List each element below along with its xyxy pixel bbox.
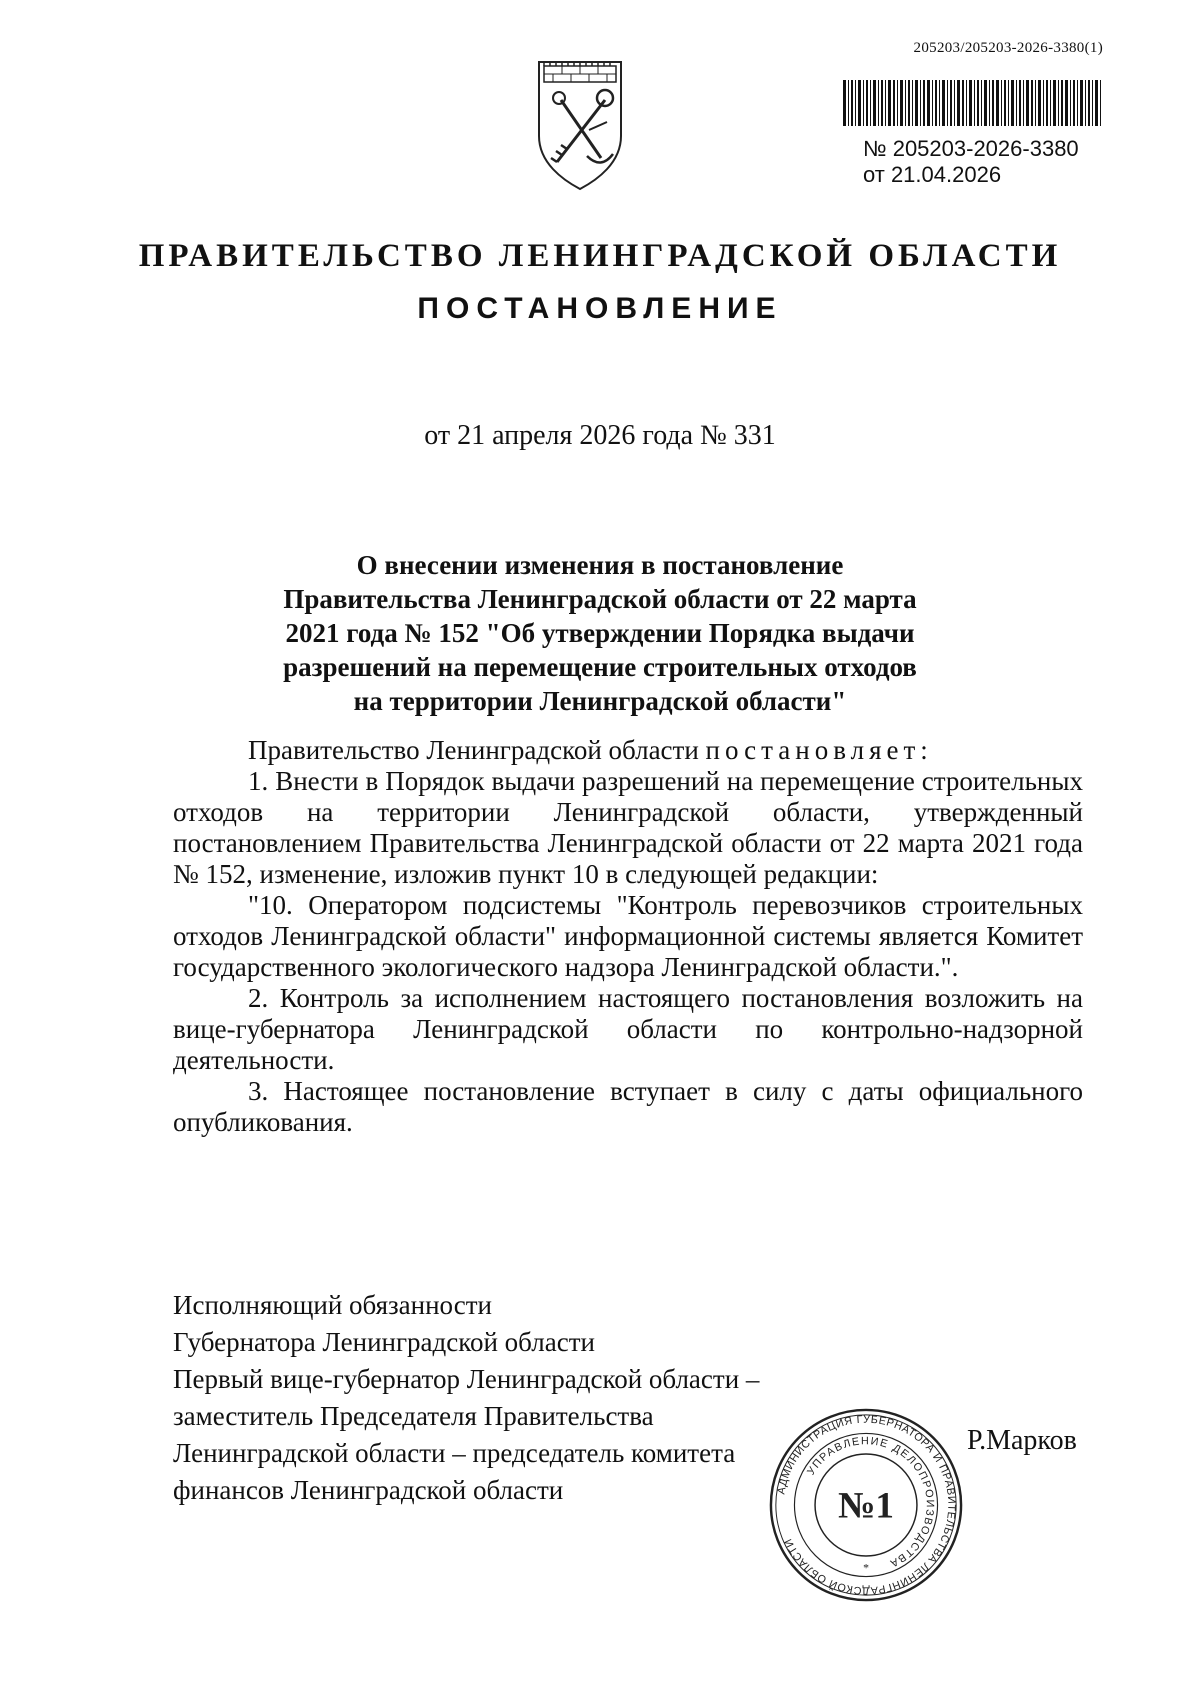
document-subject <box>240 548 960 718</box>
signatory-title-line: Ленинградской области – председатель комитета <box>173 1438 736 1468</box>
leningrad-oblast-coat-of-arms-icon <box>535 58 625 193</box>
item-1-quote: "10. Оператором подсистемы "Контроль перевозчиков строительных отходов Ленинградской области" информационной системы является Комитет государственного экологического надзора Ленинградской области.". <box>173 890 1083 982</box>
organization-name: ПРАВИТЕЛЬСТВО ЛЕНИНГРАДСКОЙ ОБЛАСТИ <box>138 238 1062 274</box>
document-kind: ПОСТАНОВЛЕНИЕ <box>417 292 783 325</box>
preamble <box>173 735 1083 766</box>
signatory-title-line: финансов Ленинградской области <box>173 1475 564 1505</box>
barcode-icon <box>843 80 1101 126</box>
subject-line: О внесении изменения в постановление <box>356 550 844 580</box>
item-1: 1. Внести в Порядок выдачи разрешений на перемещение строительных отходов на территории Ленинградской области, утвержденный постановлением Правительства Ленинградской области от 22 марта 2021 года № 152, изменение, изложив пункт 10 в следующей редакции: <box>173 766 1083 889</box>
subject-line: разрешений на перемещение строительных отходов <box>283 652 917 682</box>
official-round-stamp-icon <box>768 1407 964 1603</box>
subject-line: 2021 года № 152 "Об утверждении Порядка выдачи <box>285 618 915 648</box>
item-3: 3. Настоящее постановление вступает в силу с даты официального опубликования. <box>173 1076 1083 1137</box>
signature-block <box>173 1287 813 1509</box>
stamp-inner-text: УПРАВЛЕНИЕ ДЕЛОПРОИЗВОДСТВА <box>805 1435 936 1570</box>
subject-line: на территории Ленинградской области" <box>353 686 847 716</box>
signatory-title-line: Исполняющий обязанности <box>173 1290 492 1320</box>
svg-text:*: * <box>863 1561 869 1575</box>
registration-number: № 205203-2026-3380 <box>863 136 1079 161</box>
signatory-title-line: Губернатора Ленинградской области <box>173 1327 595 1357</box>
document-body <box>173 735 1083 1138</box>
stamp-center-text: №1 <box>837 1485 895 1527</box>
registration-date: от 21.04.2026 <box>863 162 1002 187</box>
document-date-number: от 21 апреля 2026 года № 331 <box>424 420 776 451</box>
preamble-decree: постановляет: <box>705 735 933 765</box>
signer-name: Р.Марков <box>967 1425 1077 1456</box>
stamp-outer-text: АДМИНИСТРАЦИЯ ГУБЕРНАТОРА И ПРАВИТЕЛЬСТВА ЛЕНИНГРАДСКОЙ ОБЛАСТИ <box>775 1413 958 1597</box>
signatory-title-line: заместитель Председателя Правительства <box>173 1401 654 1431</box>
registration-block <box>863 136 1079 188</box>
document-id: 205203/205203-2026-3380(1) <box>913 40 1103 56</box>
subject-line: Правительства Ленинградской области от 22 марта <box>283 584 917 614</box>
preamble-text: Правительство Ленинградской области <box>248 735 699 765</box>
signatory-title-line: Первый вице-губернатор Ленинградской области – <box>173 1364 760 1394</box>
item-2: 2. Контроль за исполнением настоящего постановления возложить на вице-губернатора Ленинградской области по контрольно-надзорной деятельности. <box>173 983 1083 1075</box>
